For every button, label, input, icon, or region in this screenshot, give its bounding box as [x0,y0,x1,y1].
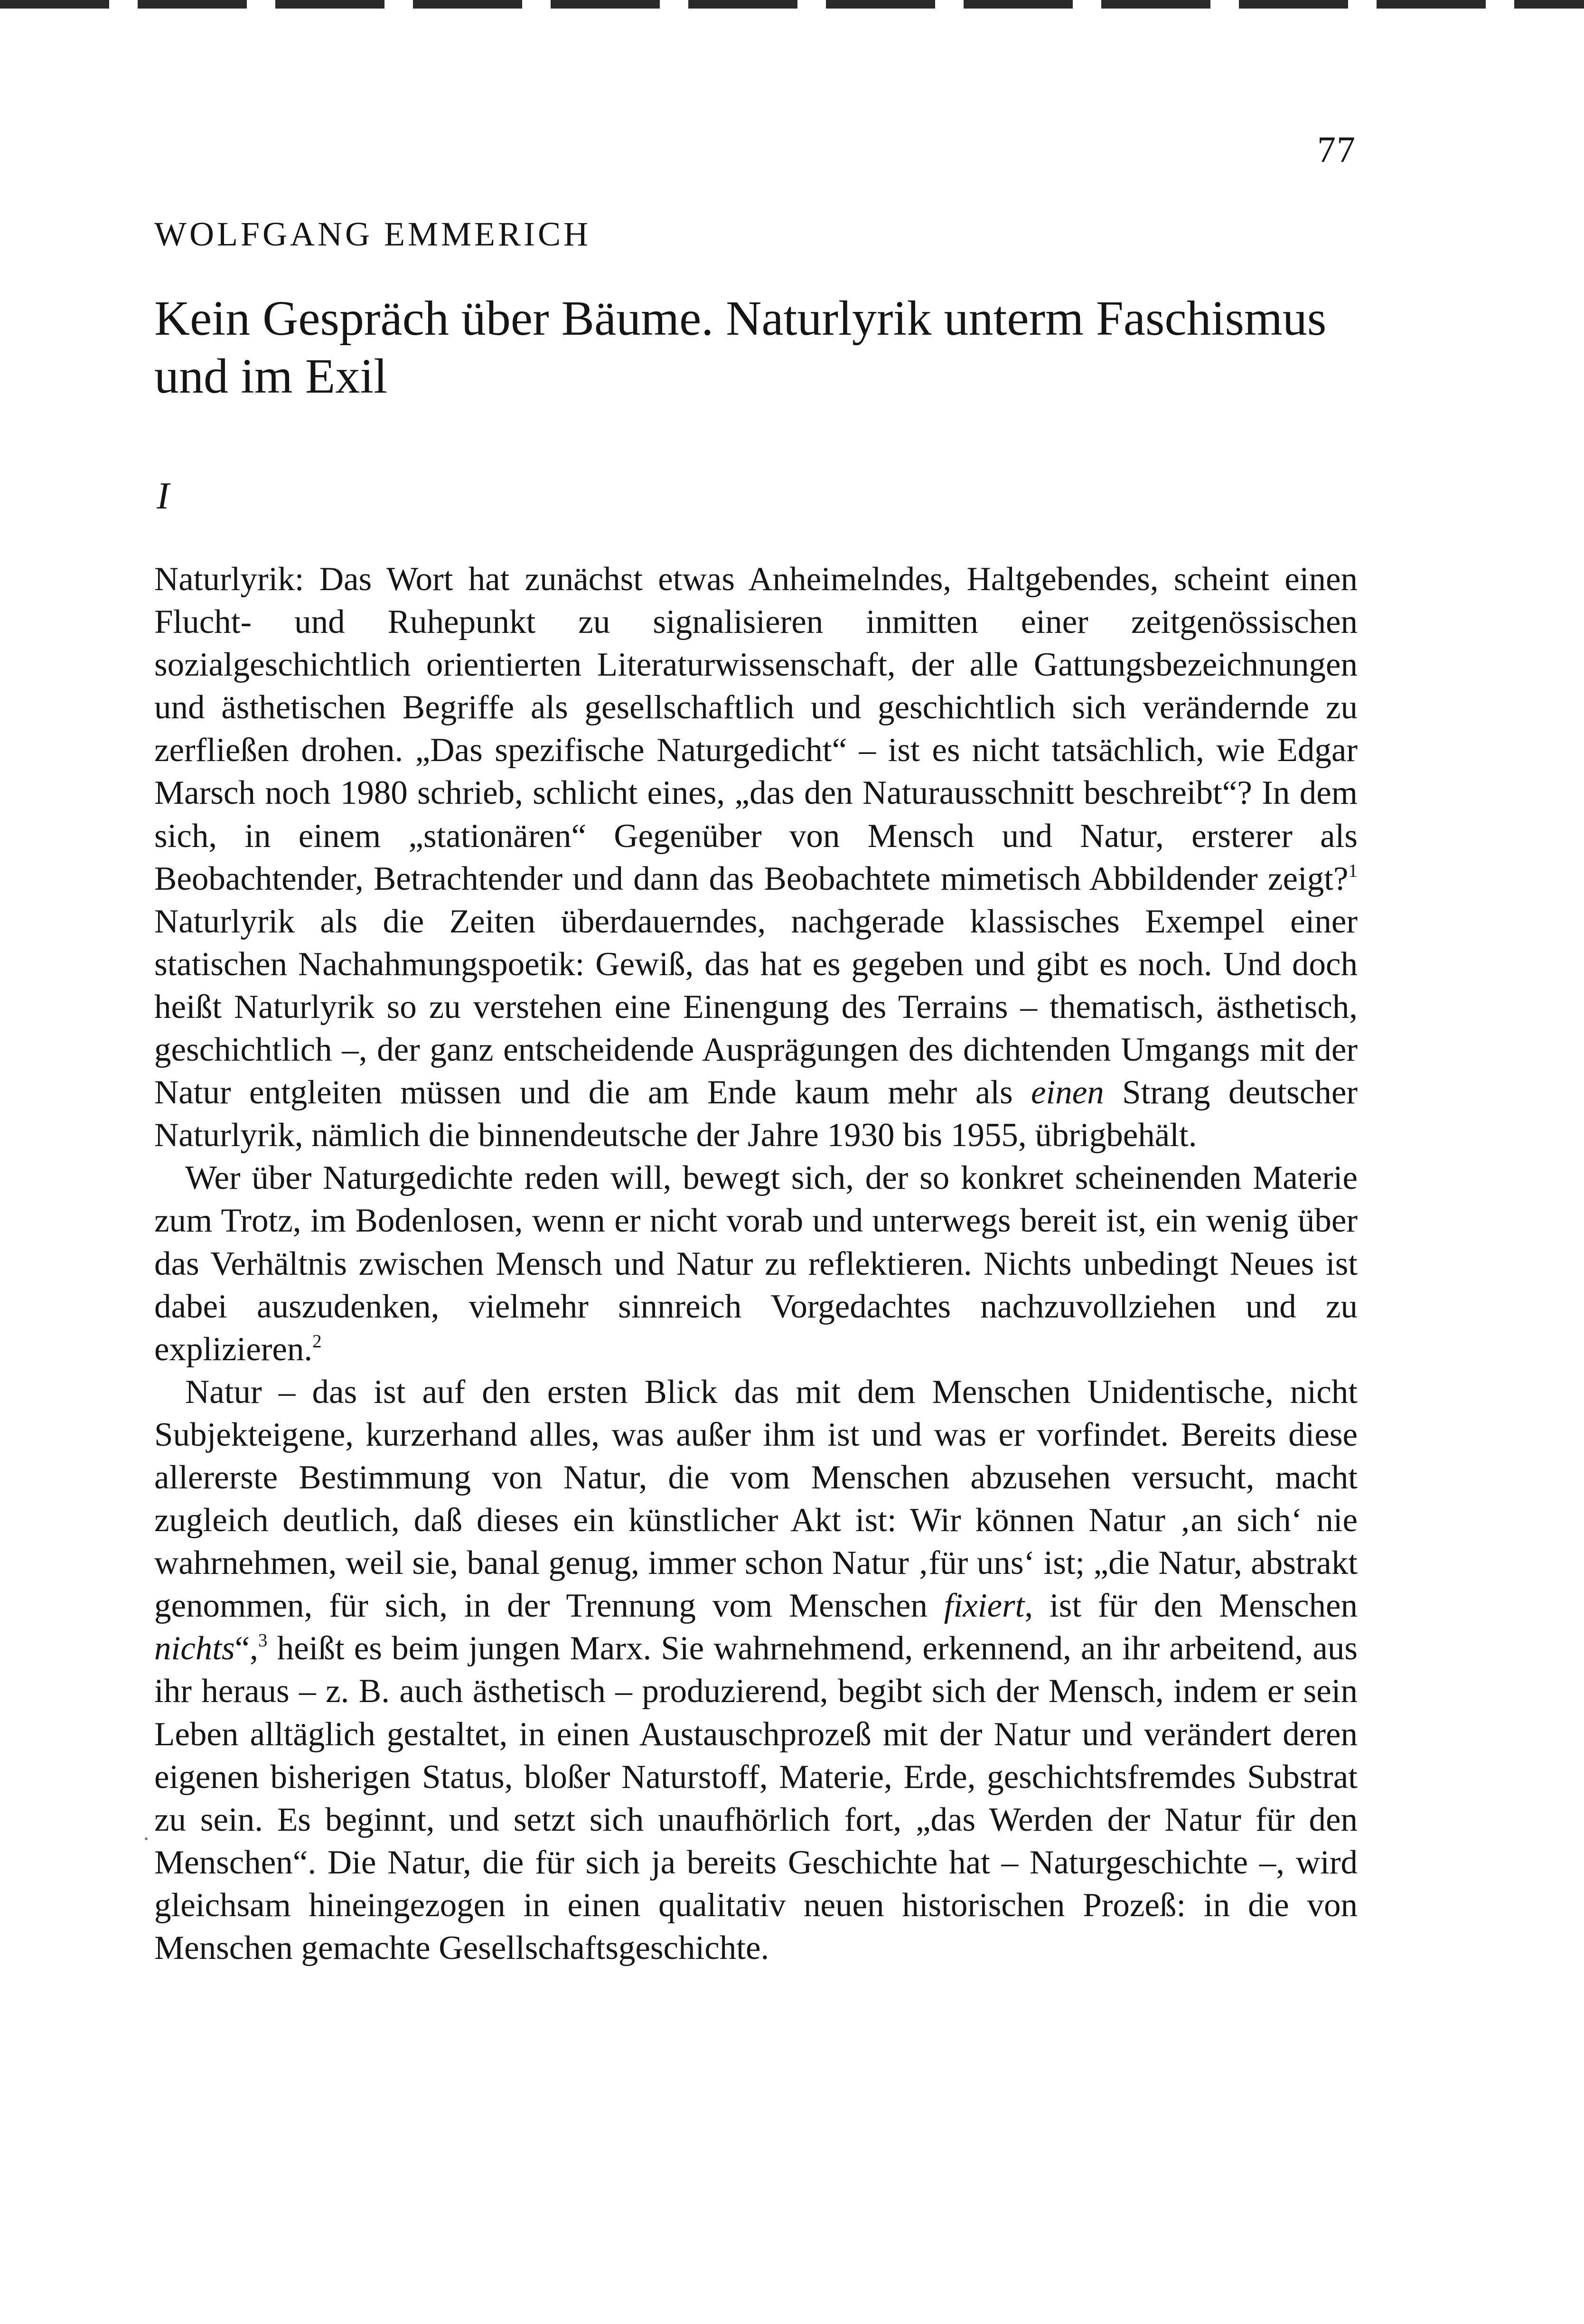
text-segment: “, [234,1630,258,1667]
scan-edge-artifact [0,0,1584,9]
author-name: WOLFGANG EMMERICH [154,215,591,253]
footnote-marker: 2 [312,1331,322,1352]
text-segment: , ist für den Menschen [1024,1587,1358,1625]
footnote-marker: 3 [258,1630,268,1651]
footnote-marker: 1 [1348,860,1358,881]
paragraph-2 [154,1157,1358,1370]
article-title: Kein Gespräch über Bäume. Naturlyrik unterm Faschismus und im Exil [154,291,1327,404]
paragraph-1 [154,558,1358,1157]
emphasis-text: einen [1031,1074,1104,1111]
section-heading: I [157,475,169,517]
text-segment: Naturlyrik als die Zeiten überdauerndes, nachgerade klassisches Exempel einer statischen Nachahmungspoetik: Gewiß, das hat es gegeben und gibt es noch. Und doch heißt Naturlyrik so zu verstehen eine Einengung des Terrains – thematisch, ästhetisch, geschichtlich –, der ganz entscheidende Ausprägungen des dichtenden Umgangs mit der Natur entgleiten müssen und die am Ende kaum mehr als [154,903,1358,1111]
page-number: 77 [1317,129,1356,170]
text-segment: Naturlyrik: Das Wort hat zunächst etwas Anheimelndes, Haltgebendes, scheint einen Flucht- und Ruhepunkt zu signalisieren inmitten einer zeitgenössischen sozialgeschichtlich orientierten Literaturwissenschaft, der alle Gattungsbezeichnungen und ästhetischen Begriffe als gesellschaftlich und geschichtlich sich verändernde zu zerfließen drohen. „Das spezifische Naturgedicht“ – ist es nicht tatsächlich, wie Edgar Marsch noch 1980 schrieb, schlicht eines, „das den Naturausschnitt beschreibt“? In dem sich, in einem „stationären“ Gegenüber von Mensch und Natur, ersterer als Beobachtender, Betrachtender und dann das Beobachtete mimetisch Abbildender zeigt? [154,561,1358,897]
emphasis-text: fixiert [944,1587,1025,1625]
article-body [154,558,1358,1969]
text-segment: heißt es beim jungen Marx. Sie wahrnehmend, erkennend, an ihr arbeitend, aus ihr heraus – z. B. auch ästhetisch – produzierend, begibt sich der Mensch, indem er sein Leben alltäglich gestaltet, in einen Austauschprozeß mit der Natur und verändert deren eigenen bisherigen Status, bloßer Naturstoff, Materie, Erde, geschichtsfremdes Substrat zu sein. Es beginnt, und setzt sich unaufhörlich fort, „das Werden der Natur für den Menschen“. Die Natur, die für sich ja bereits Geschichte hat – Naturgeschichte –, wird gleichsam hineingezogen in einen qualitativ neuen historischen Prozeß: in die von Menschen gemachte Gesellschaftsgeschichte. [154,1630,1358,1966]
paragraph-3 [154,1371,1358,1969]
text-segment: Wer über Naturgedichte reden will, bewegt sich, der so konkret scheinenden Materie zum Trotz, im Bodenlosen, wenn er nicht vorab und unterwegs bereit ist, ein wenig über das Verhältnis zwischen Mensch und Natur zu reflektieren. Nichts unbedingt Neues ist dabei auszudenken, vielmehr sinnreich Vorgedachtes nachzuvollziehen und zu explizieren. [154,1159,1358,1368]
emphasis-text: nichts [154,1630,235,1667]
text-segment: Natur – das ist auf den ersten Blick das mit dem Menschen Unidentische, nicht Subjekteigene, kurzerhand alles, was außer ihm ist und was er vorfindet. Bereits diese allererste Bestimmung von Natur, die vom Menschen abzusehen versucht, macht zugleich deutlich, daß dieses ein künstlicher Akt ist: Wir können Natur ‚an sich‘ nie wahrnehmen, weil sie, banal genug, immer schon Natur ‚für uns‘ ist; „die Natur, abstrakt genommen, für sich, in der Trennung vom Menschen [154,1373,1358,1625]
text-segment: Strang deutscher Naturlyrik, nämlich die binnendeutsche der Jahre 1930 bis 1955, übrigbehält. [154,1074,1358,1154]
margin-mark [145,1837,148,1840]
